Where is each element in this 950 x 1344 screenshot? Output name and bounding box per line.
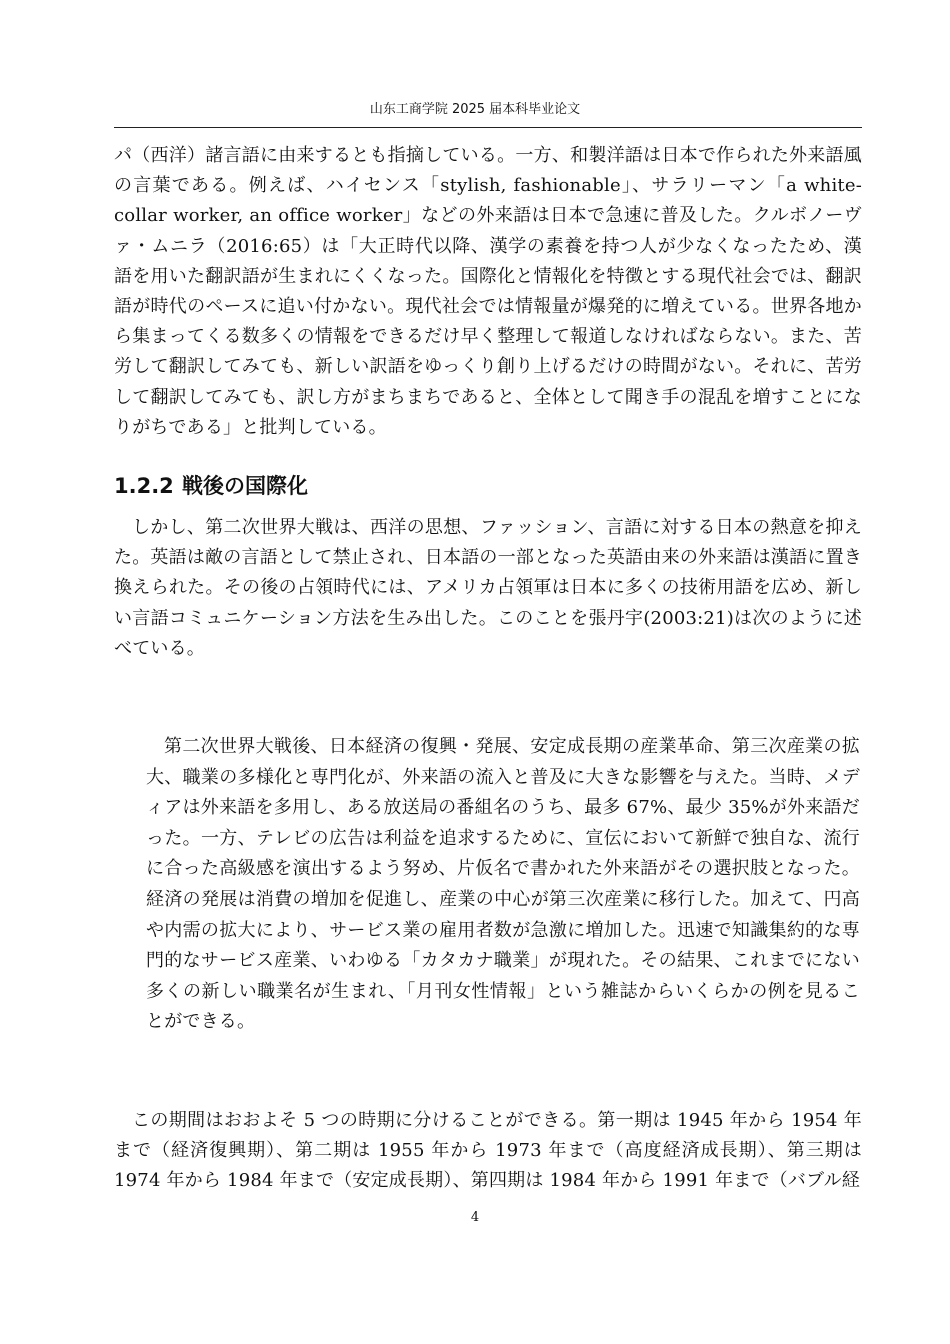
header-divider [114, 127, 862, 128]
page-number: 4 [470, 1210, 480, 1225]
body-paragraph-1: パ（西洋）諸言語に由来するとも指摘している。一方、和製洋語は日本で作られた外来語風の言葉である。例えば、ハイセンス「stylish, fashionable」、サラリーマン「a white-collar worker, an office worker」などの外来語は日本で急速に普及した。クルボノーヴァ・ムニラ（2016:65）は「大正時代以降、漢学の素養を持つ人が少なくなったため、漢語を用いた翻訳語が生まれにくくなった。国際化と情報化を特徴とする現代社会では、翻訳語が時代のペースに追い付かない。現代社会では情報量が爆発的に増えている。世界各地から集まってくる数多くの情報をできるだけ早く整理して報道しなければならない。また、苦労して翻訳してみても、新しい訳語をゆっくり創り上げるだけの時間がない。それに、苦労して翻訳してみても、訳し方がまちまちであると、全体として聞き手の混乱を増すことになりがちである」と批判している。 [114, 145, 862, 438]
section-heading [114, 470, 862, 502]
body-paragraph-2: しかし、第二次世界大戦は、西洋の思想、ファッション、言語に対する日本の熱意を抑えた。英語は敵の言語として禁止され、日本語の一部となった英語由来の外来語は漢語に置き換えられた。その後の占領時代には、アメリカ占領軍は日本に多くの技術用語を広め、新しい言語コミュニケーション方法を生み出した。このことを張丹宇(2003:21)は次のように述べている。 [114, 517, 862, 659]
body-paragraph-3: この期間はおおよそ 5 つの時期に分けることができる。第一期は 1945 年から 1954 年まで（経済復興期）、第二期は 1955 年から 1973 年まで（高度経済成長期）、第三期は 1974 年から 1984 年まで（安定成長期）、第四期は 1984 年から 1991 年まで（バブル経 [114, 1110, 862, 1192]
running-header: 山东工商学院 2025 届本科毕业论文 [369, 102, 581, 117]
section-title: 戦後の国際化 [182, 474, 308, 498]
section-number: 1.2.2 [114, 474, 174, 498]
block-quote: 第二次世界大戦後、日本経済の復興・発展、安定成長期の産業革命、第三次産業の拡大、職業の多様化と専門化が、外来語の流入と普及に大きな影響を与えた。当時、メディアは外来語を多用し、ある放送局の番組名のうち、最多 67%、最少 35%が外来語だった。一方、テレビの広告は利益を追求するために、宣伝において新鮮で独自な、流行に合った高級感を演出するよう努め、片仮名で書かれた外来語がその選択肢となった。経済の発展は消費の増加を促進し、産業の中心が第三次産業に移行した。加えて、円高や内需の拡大により、サービス業の雇用者数が急激に増加した。迅速で知識集約的な専門的なサービス産業、いわゆる「カタカナ職業」が現れた。その結果、これまでにない多くの新しい職業名が生まれ、「月刊女性情報」という雑誌からいくらかの例を見ることができる。 [146, 736, 860, 1033]
